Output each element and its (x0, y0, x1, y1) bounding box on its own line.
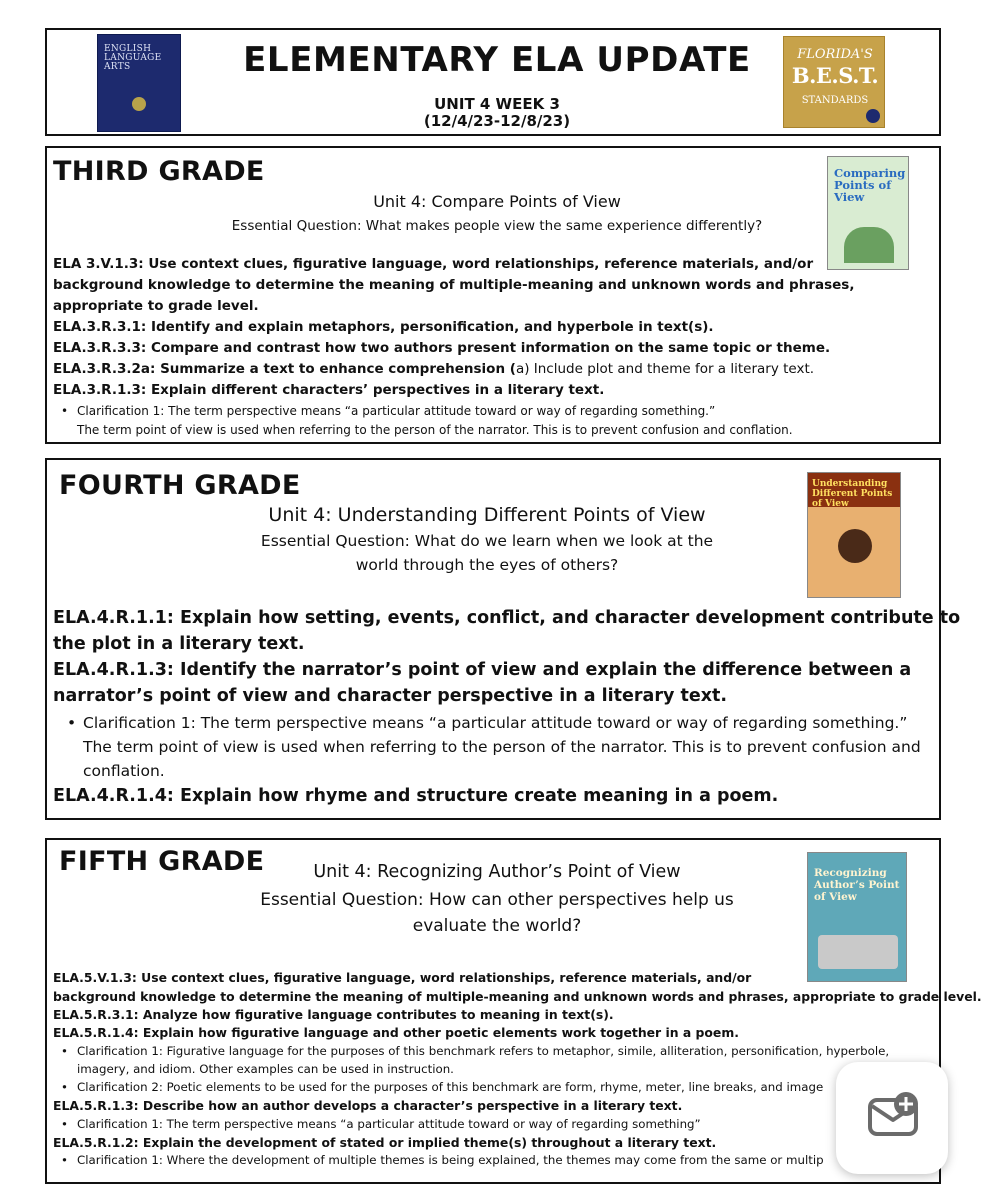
book-cover-comparing-points-of-view: Comparing Points of View (827, 156, 909, 270)
book-cover-understanding-points-of-view: Understanding Different Points of View (807, 472, 901, 598)
standard-text: ELA.5.V.1.3: Use context clues, figurative language, word relationships, reference materials, and/or (53, 970, 752, 985)
standard-text: ELA.5.R.1.3: Describe how an author develops a character’s perspective in a literary text. (53, 1098, 683, 1113)
unit-title: Unit 4: Understanding Different Points of View (268, 504, 706, 526)
clarification-text: • Clarification 1: The term perspective means “a particular attitude toward or way of regarding something” (77, 1117, 701, 1131)
essential-question: evaluate the world? (412, 916, 582, 936)
clarification-text: • Clarification 1: The term perspective means “a particular attitude toward or way of regarding something.” (77, 404, 715, 418)
seal-icon (866, 109, 880, 123)
section-title: FOURTH GRADE (59, 470, 301, 501)
standard-text: background knowledge to determine the meaning of multiple-meaning and unknown words and phrases, appropriate to grade level. (53, 989, 982, 1004)
standard-text: the plot in a literary text. (53, 634, 305, 654)
third-grade-section (45, 146, 941, 444)
ela-book-cover-text: ENGLISH LANGUAGE ARTS (104, 44, 162, 72)
book-cover-recognizing-authors-point-of-view: Recognizing Author’s Point of View (807, 852, 907, 982)
essential-question: Essential Question: What makes people view the same experience differently? (231, 218, 763, 234)
clarification-text: imagery, and idiom. Other examples can be used in instruction. (77, 1062, 454, 1076)
standard-text: ELA.4.R.1.3: Identify the narrator’s point of view and explain the difference between a (53, 660, 912, 680)
essential-question: Essential Question: What do we learn when we look at the (260, 532, 714, 550)
standard-text: background knowledge to determine the meaning of multiple-meaning and unknown words and phrases, (53, 277, 855, 293)
add-mail-button[interactable] (836, 1062, 948, 1174)
standard-text: ELA.3.R.3.1: Identify and explain metaphors, personification, and hyperbole in text(s). (53, 319, 714, 335)
standard-text: ELA.4.R.1.1: Explain how setting, events, conflict, and character development contribute to (53, 608, 961, 628)
fifth-grade-section (45, 838, 982, 1184)
clarification-text: • Clarification 1: Where the development of multiple themes is being explained, the themes may come from the same or multip (77, 1153, 824, 1167)
clarification-text: • Clarification 1: The term perspective means “a particular attitude toward or way of regarding something.” (83, 714, 907, 732)
standard-text: appropriate to grade level. (53, 298, 259, 314)
unit-week-label: UNIT 4 WEEK 3 (12/4/23-12/8/23) (423, 95, 571, 130)
mail-add-icon (836, 1062, 948, 1174)
page-title: ELEMENTARY ELA UPDATE (243, 40, 751, 80)
clarification-text: The term point of view is used when referring to the person of the narrator. This is to prevent confusion and (83, 738, 921, 756)
clarification-text: The term point of view is used when referring to the person of the narrator. This is to prevent confusion and conflation. (77, 423, 793, 437)
best-standards-logo: FLORIDA'S B.E.S.T. STANDARDS (783, 36, 885, 128)
clarification-text: • Clarification 1: Figurative language for the purposes of this benchmark refers to metaphor, simile, alliteration, personification, hyperbole, (77, 1044, 889, 1058)
section-title: THIRD GRADE (53, 156, 265, 187)
standard-text: ELA.5.R.1.4: Explain how figurative language and other poetic elements work together in a poem. (53, 1025, 739, 1040)
fourth-grade-section (45, 458, 961, 820)
unit-title: Unit 4: Compare Points of View (373, 192, 621, 211)
essential-question: Essential Question: How can other perspectives help us (260, 890, 734, 910)
essential-question: world through the eyes of others? (355, 556, 619, 574)
standard-text: ELA.4.R.1.4: Explain how rhyme and structure create meaning in a poem. (53, 786, 779, 806)
standard-text: ELA.3.R.3.3: Compare and contrast how two authors present information on the same topic or theme. (53, 340, 831, 356)
clarification-text: conflation. (83, 762, 165, 780)
standard-text: ELA.3.R.1.3: Explain different characters’ perspectives in a literary text. (53, 382, 605, 398)
standard-text: narrator’s point of view and character perspective in a literary text. (53, 686, 728, 706)
standard-text: ELA.5.R.3.1: Analyze how figurative language contributes to meaning in text(s). (53, 1007, 614, 1022)
standard-text: ELA.5.R.1.2: Explain the development of stated or implied theme(s) throughout a literary text. (53, 1135, 717, 1150)
seal-icon (132, 97, 146, 111)
standard-text: ELA 3.V.1.3: Use context clues, figurative language, word relationships, reference materials, and/or (53, 256, 814, 272)
standard-text: ELA.3.R.3.2a: Summarize a text to enhance comprehension (a) Include plot and theme for a literary text. (53, 361, 815, 377)
section-title: FIFTH GRADE (59, 846, 265, 877)
unit-title: Unit 4: Recognizing Author’s Point of View (313, 862, 681, 882)
header-box (45, 28, 941, 136)
clarification-text: • Clarification 2: Poetic elements to be used for the purposes of this benchmark are form, rhyme, meter, line breaks, and image (77, 1080, 823, 1094)
ela-book-cover (97, 34, 181, 132)
